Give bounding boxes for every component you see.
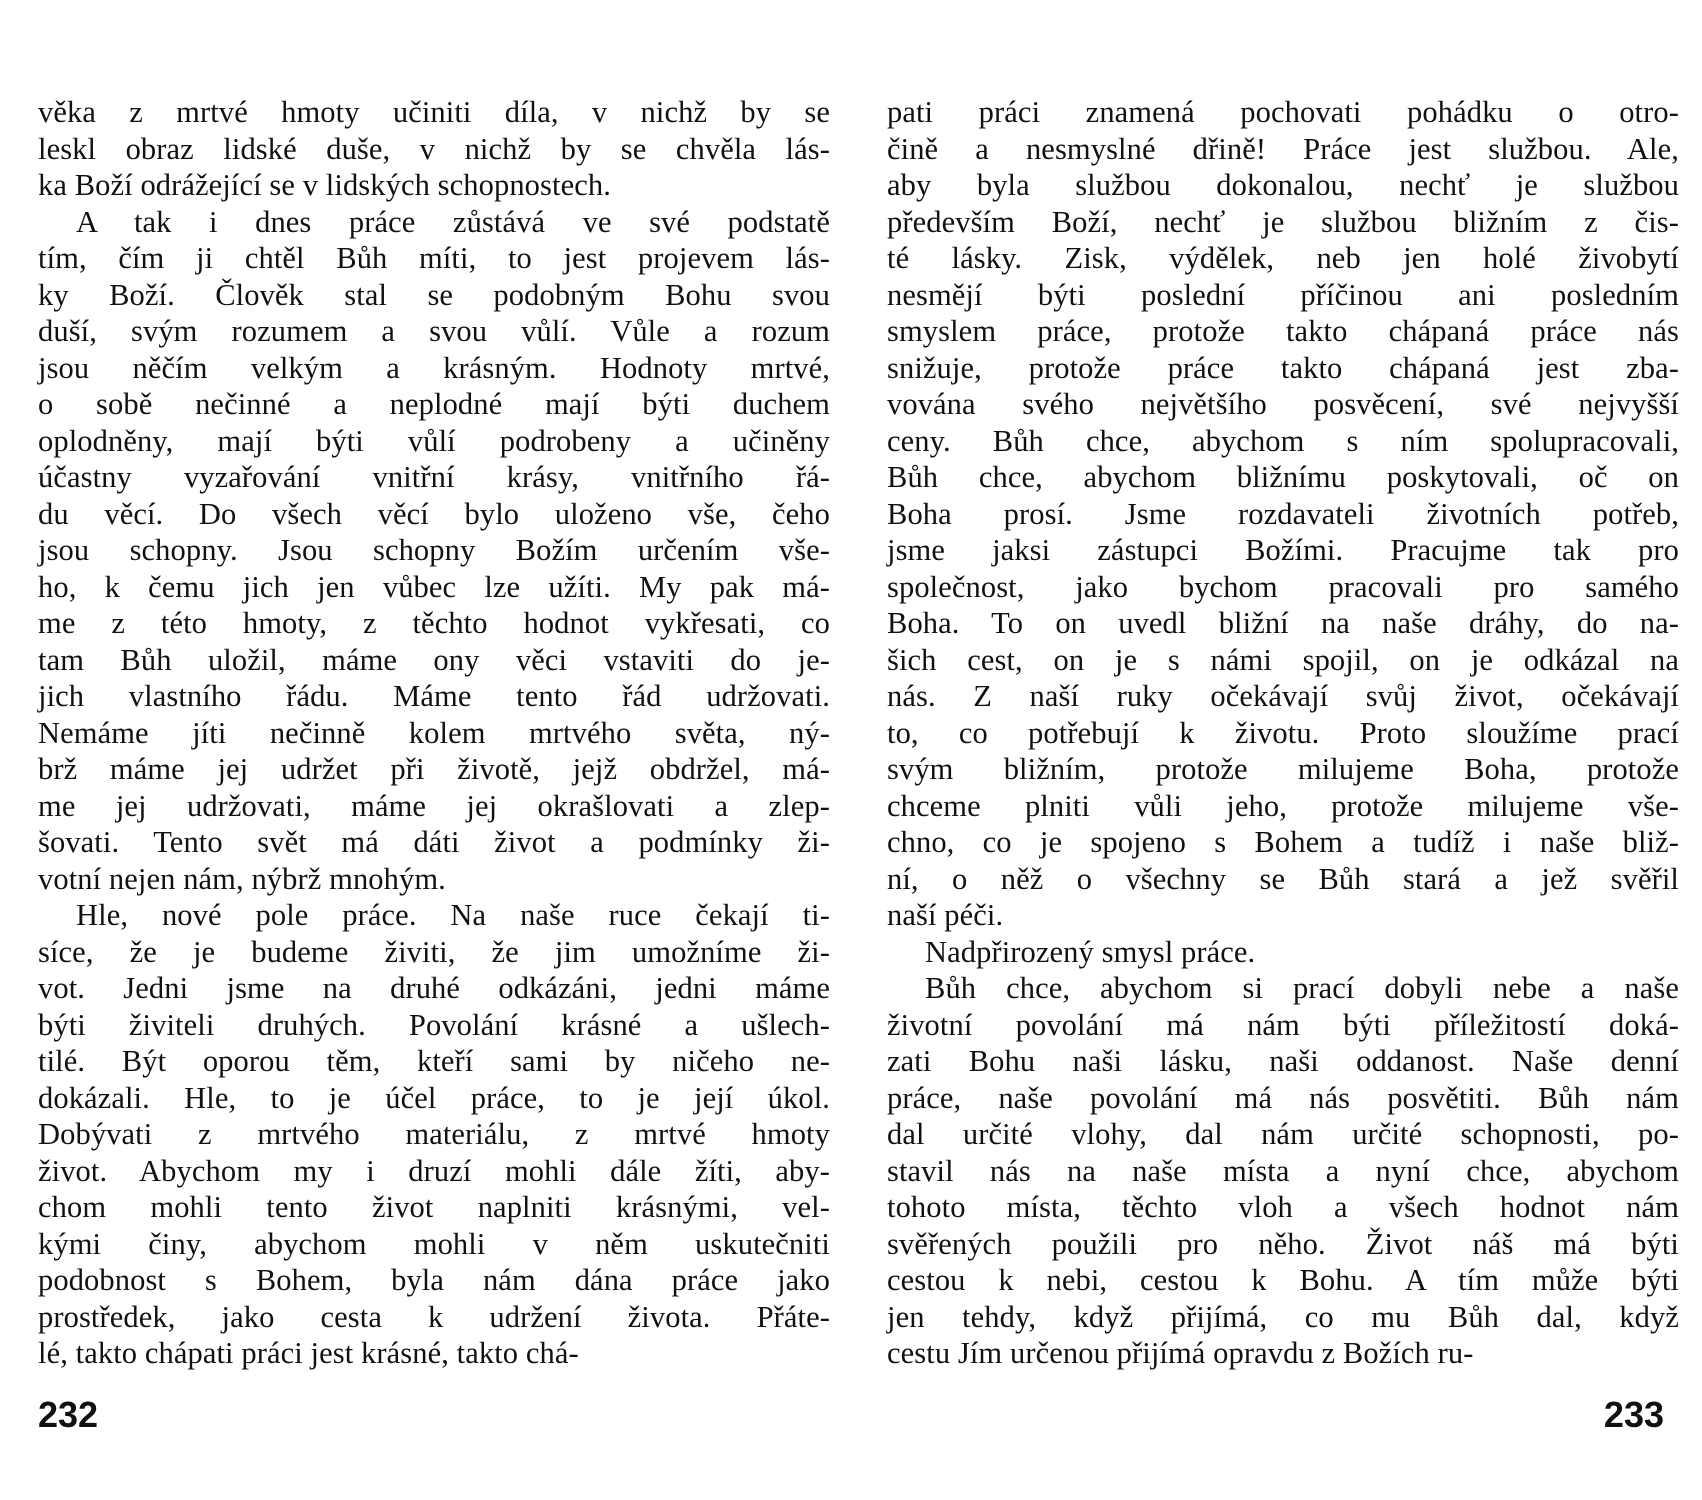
text-line: věka z mrtvé hmoty učiniti díla, v nichž by se bbox=[38, 95, 830, 129]
text-line: účastny vyzařování vnitřní krásy, vnitřního řá- bbox=[38, 460, 830, 494]
text-line: čině a nesmyslné dřině! Práce jest službou. Ale, bbox=[887, 131, 1679, 166]
text-line: té lásky. Zisk, výdělek, neb jen holé živobytí bbox=[887, 241, 1679, 275]
text-line: ceny. Bůh chce, abychom s ním spolupracovali, bbox=[887, 423, 1679, 458]
text-line: naší péči. bbox=[887, 898, 1004, 932]
text-line: jen tehdy, když přijímá, co mu Bůh dal, když bbox=[887, 1299, 1679, 1334]
text-line: chno, co je spojeno s Bohem a tudíž i naše bliž- bbox=[887, 825, 1679, 859]
text-line: kými činy, abychom mohli v něm uskutečniti bbox=[38, 1226, 830, 1261]
text-line: jsme jaksi zástupci Božími. Pracujme tak pro bbox=[887, 533, 1679, 567]
text-line: lé, takto chápati práci jest krásné, takto chá- bbox=[38, 1336, 579, 1370]
text-line: býti živiteli druhých. Povolání krásné a ušlech- bbox=[38, 1007, 830, 1042]
text-line: nesmějí býti poslední příčinou ani posledním bbox=[887, 277, 1679, 312]
text-line: nás. Z naší ruky očekávají svůj život, očekávají bbox=[887, 679, 1679, 713]
text-line: cestou k nebi, cestou k Bohu. A tím může býti bbox=[887, 1263, 1679, 1297]
right-page-number: 233 bbox=[1603, 1394, 1664, 1435]
text-line: chom mohli tento život naplniti krásnými, vel- bbox=[38, 1190, 830, 1224]
text-line: Dobývati z mrtvého materiálu, z mrtvé hmoty bbox=[38, 1117, 830, 1151]
text-line: Boha. To on uvedl bližní na naše dráhy, do na- bbox=[887, 606, 1679, 640]
text-line: to, co potřebují k životu. Proto sloužíme prací bbox=[887, 715, 1679, 750]
text-line: život. Abychom my i druzí mohli dále žíti, aby- bbox=[38, 1153, 830, 1188]
text-line: svým bližním, protože milujeme Boha, protože bbox=[887, 752, 1679, 786]
text-line: duší, svým rozumem a svou vůlí. Vůle a rozum bbox=[38, 314, 830, 348]
text-line: tilé. Být oporou těm, kteří sami by ničeho ne- bbox=[38, 1044, 830, 1078]
text-line: pati práci znamená pochovati pohádku o otro- bbox=[887, 95, 1679, 129]
text-line: du věcí. Do všech věcí bylo uloženo vše, čeho bbox=[38, 496, 830, 531]
text-line: zati Bohu naši lásku, naši oddanost. Naše denní bbox=[887, 1044, 1679, 1078]
text-line: ho, k čemu jich jen vůbec lze užíti. My pak má- bbox=[38, 569, 830, 604]
text-line: me jej udržovati, máme jej okrašlovati a zlep- bbox=[38, 788, 830, 823]
text-line: dal určité vlohy, dal nám určité schopnosti, po- bbox=[887, 1117, 1679, 1151]
text-line: svěřených použili pro něho. Život náš má býti bbox=[887, 1226, 1679, 1261]
text-line: votní nejen nám, nýbrž mnohým. bbox=[38, 861, 446, 896]
text-line: Bůh chce, abychom si prací dobyli nebe a naše bbox=[925, 971, 1679, 1005]
text-line: dokázali. Hle, to je účel práce, to je její úkol. bbox=[38, 1080, 830, 1115]
text-line: tím, čím ji chtěl Bůh míti, to jest projevem lás- bbox=[38, 241, 830, 275]
text-line: jich vlastního řádu. Máme tento řád udržovati. bbox=[38, 679, 830, 713]
text-line: cestu Jím určenou přijímá opravdu z Božích ru- bbox=[887, 1336, 1474, 1370]
left-page-number: 232 bbox=[38, 1394, 99, 1435]
text-line: leskl obraz lidské duše, v nichž by se chvěla lás- bbox=[38, 131, 830, 166]
text-line: síce, že je budeme živiti, že jim umožníme ži- bbox=[38, 934, 830, 969]
text-line: aby byla službou dokonalou, nechť je službou bbox=[887, 168, 1679, 202]
text-line: Nadpřirozený smysl práce. bbox=[925, 934, 1256, 969]
text-line: jsou schopny. Jsou schopny Božím určením vše- bbox=[38, 533, 830, 567]
text-line: o sobě nečinné a neplodné mají býti duchem bbox=[38, 387, 830, 421]
text-line: me z této hmoty, z těchto hodnot vykřesati, co bbox=[38, 606, 830, 640]
text-line: ka Boží odrážející se v lidských schopnostech. bbox=[38, 168, 611, 202]
text-line: brž máme jej udržet při životě, jejž obdržel, má- bbox=[38, 752, 830, 786]
right-page-text bbox=[887, 94, 1679, 1372]
text-line: životní povolání má nám býti příležitostí doká- bbox=[887, 1007, 1679, 1042]
text-line: stavil nás na naše místa a nyní chce, abychom bbox=[887, 1153, 1679, 1188]
text-line: práce, naše povolání má nás posvětiti. Bůh nám bbox=[887, 1080, 1679, 1115]
text-line: šovati. Tento svět má dáti život a podmínky ži- bbox=[38, 825, 830, 859]
text-line: společnost, jako bychom pracovali pro samého bbox=[887, 569, 1679, 604]
text-line: Boha prosí. Jsme rozdavateli životních potřeb, bbox=[887, 496, 1679, 531]
text-line: tohoto místa, těchto vloh a všech hodnot nám bbox=[887, 1190, 1679, 1224]
text-line: snižuje, protože práce takto chápaná jest zba- bbox=[887, 350, 1679, 385]
text-line: podobnost s Bohem, byla nám dána práce jako bbox=[38, 1263, 830, 1297]
text-line: především Boží, nechť je službou bližním z čis- bbox=[887, 204, 1679, 239]
text-line: ní, o něž o všechny se Bůh stará a jež svěřil bbox=[887, 861, 1679, 896]
text-line: jsou něčím velkým a krásným. Hodnoty mrtvé, bbox=[38, 350, 830, 385]
text-line: vot. Jedni jsme na druhé odkázáni, jedni máme bbox=[38, 971, 830, 1005]
text-line: A tak i dnes práce zůstává ve své podstatě bbox=[76, 204, 830, 239]
text-line: Hle, nové pole práce. Na naše ruce čekají ti- bbox=[76, 898, 830, 932]
text-line: Bůh chce, abychom bližnímu poskytovali, oč on bbox=[887, 460, 1679, 494]
text-line: tam Bůh uložil, máme ony věci vstaviti do je- bbox=[38, 642, 830, 677]
text-line: vována svého největšího posvěcení, své nejvyšší bbox=[887, 387, 1679, 421]
text-line: chceme plniti vůli jeho, protože milujeme vše- bbox=[887, 788, 1679, 823]
text-line: prostředek, jako cesta k udržení života. Přáte- bbox=[38, 1299, 830, 1334]
text-line: šich cest, on je s námi spojil, on je odkázal na bbox=[887, 642, 1679, 677]
text-line: oplodněny, mají býti vůlí podrobeny a učiněny bbox=[38, 423, 830, 458]
text-line: smyslem práce, protože takto chápaná práce nás bbox=[887, 314, 1679, 348]
text-line: Nemáme jíti nečinně kolem mrtvého světa, ný- bbox=[38, 715, 830, 750]
left-page-text bbox=[38, 94, 830, 1372]
text-line: ky Boží. Člověk stal se podobným Bohu svou bbox=[38, 277, 830, 312]
